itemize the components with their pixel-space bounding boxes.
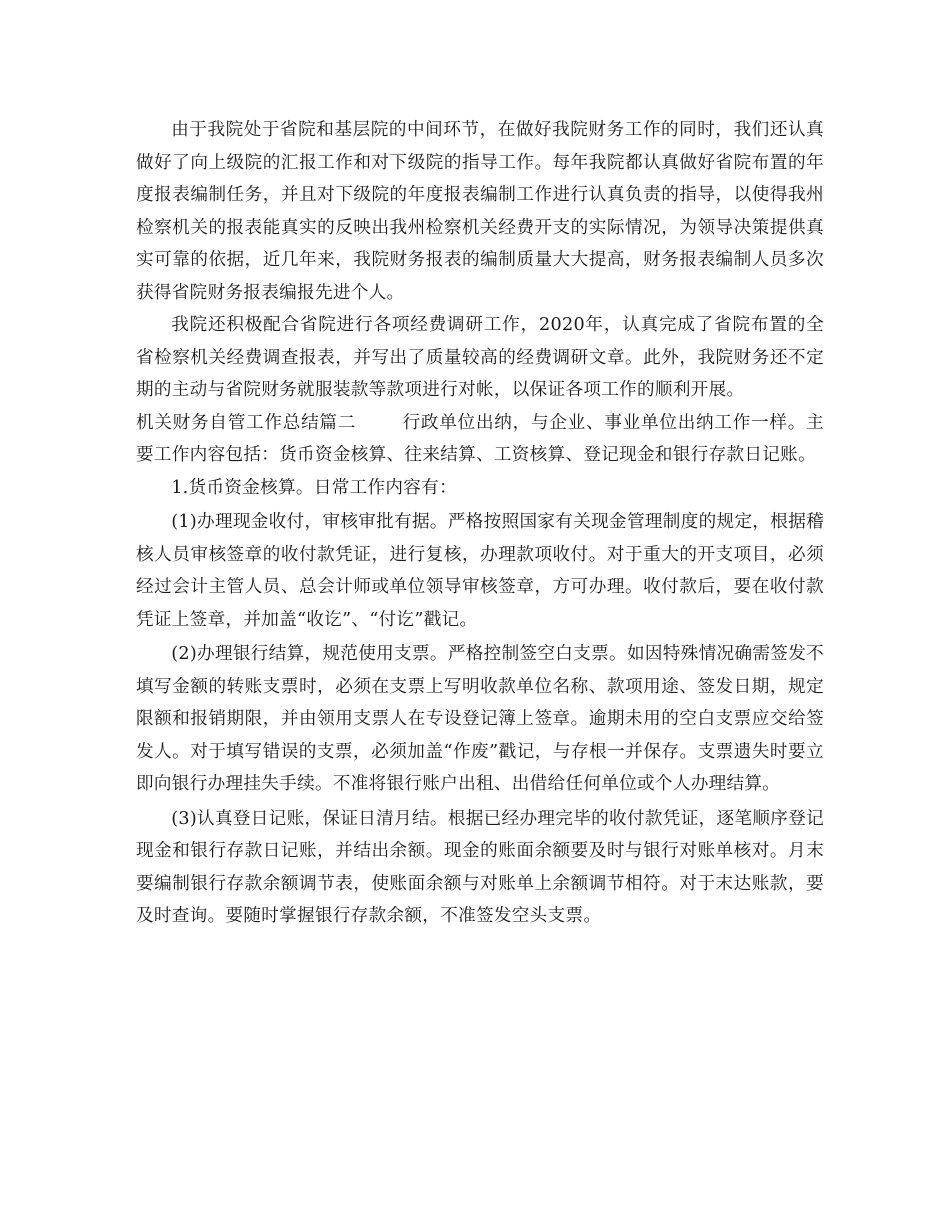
document-body bbox=[136, 114, 824, 933]
subitem-journal-entry: (3)认真登日记账，保证日清月结。根据已经办理完毕的收付款凭证，逐笔顺序登记现金和银行存款日记账，并结出余额。现金的账面余额要及时与银行对账单核对。月末要编制银行存款余额调节表，使账面余额与对账单上余额调节相符。对于末达账款，要及时查询。要随时掌握银行存款余额，不准签发空头支票。 bbox=[136, 808, 824, 926]
item-monetary-funds: 1.货币资金核算。日常工作内容有： bbox=[171, 477, 457, 498]
paragraph-reporting-guidance: 由于我院处于省院和基层院的中间环节，在做好我院财务工作的同时，我们还认真做好了向上级院的汇报工作和对下级院的指导工作。每年我院都认真做好省院布置的年度报表编制任务，并且对下级院的年度报表编制工作进行认真负责的指导，以使得我州检察机关的报表能真实的反映出我州检察机关经费开支的实际情况，为领导决策提供真实可靠的依据，近几年来，我院财务报表的编制质量大大提高，财务报表编制人员多次获得省院财务报表编报先进个人。 bbox=[136, 120, 824, 303]
section-heading: 机关财务自管工作总结篇二 bbox=[136, 412, 357, 433]
section-two-block bbox=[136, 407, 824, 472]
subitem-bank-settlement: (2)办理银行结算，规范使用支票。严格控制签空白支票。如因特殊情况确需签发不填写金额的转账支票时，必须在支票上写明收款单位名称、款项用途、签发日期，规定限额和报销期限，并由领用支票人在专设登记簿上签章。逾期未用的空白支票应交给签发人。对于填写错误的支票，必须加盖“作废”戳记，与存根一并保存。支票遗失时要立即向银行办理挂失手续。不准将银行账户出租、出借给任何单位或个人办理结算。 bbox=[136, 644, 824, 794]
subitem-cash-handling: (1)办理现金收付，审核审批有据。严格按照国家有关现金管理制度的规定，根据稽核人员审核签章的收付款凭证，进行复核，办理款项收付。对于重大的开支项目，必须经过会计主管人员、总会计师或单位领导审核签章，方可办理。收付款后，要在收付款凭证上签章，并加盖“收讫”、“付讫”戳记。 bbox=[136, 512, 824, 630]
paragraph-research-work: 我院还积极配合省院进行各项经费调研工作，2020年，认真完成了省院布置的全省检察机关经费调查报表，并写出了质量较高的经费调研文章。此外，我院财务还不定期的主动与省院财务就服装款等款项进行对帐，以保证各项工作的顺利开展。 bbox=[136, 315, 824, 400]
section-intro: 行政单位出纳，与企业、事业单位出纳工作一样。主要工作内容包括：货币资金核算、往来结算、工资核算、登记现金和银行存款日记账。 bbox=[136, 412, 825, 465]
